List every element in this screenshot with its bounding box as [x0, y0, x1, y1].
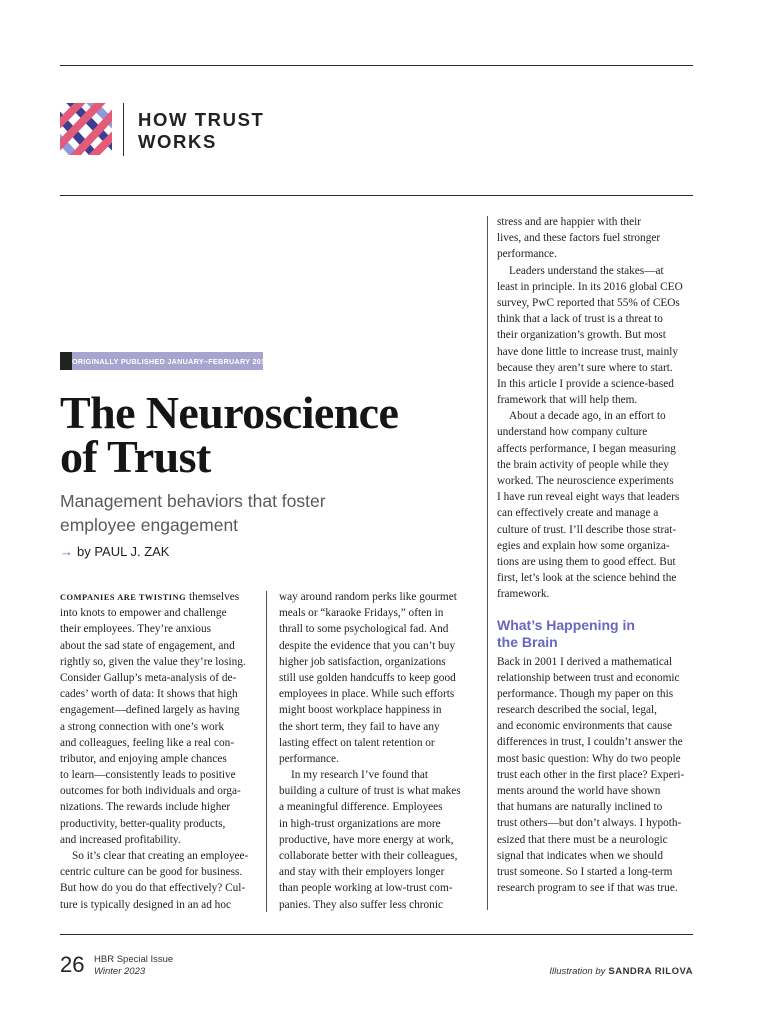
- series-title: [138, 109, 264, 153]
- article-title: [60, 387, 399, 482]
- section-subhead-line: the Brain: [497, 633, 558, 650]
- column-divider: [487, 216, 488, 910]
- section-subhead: [497, 617, 695, 651]
- body-column-3-intro: [497, 214, 695, 603]
- body-text-line: in high-trust organizations are more: [279, 817, 441, 830]
- body-text-line: still use golden handcuffs to keep good: [279, 671, 456, 684]
- byline: [60, 544, 169, 559]
- body-text-line: trust someone. So I started a long-term: [497, 865, 673, 878]
- body-text-line: first, let’s look at the science behind the: [497, 572, 677, 585]
- body-text-line: differences in trust, I couldn’t answer the: [497, 736, 683, 749]
- body-text-line: thrall to some psychological fad. And: [279, 623, 449, 636]
- body-text-line: think that a lack of trust is a threat to: [497, 313, 663, 326]
- publication-info: [94, 954, 173, 978]
- body-text-line: outcomes for both individuals and orga-: [60, 785, 241, 798]
- body-text-line: esized that there must be a neurologic: [497, 833, 668, 846]
- body-text-line: to learn—consistently leads to positive: [60, 769, 236, 782]
- body-text-line: can effectively create and manage a: [497, 507, 659, 520]
- body-text-line: trust each other in the first place? Experi-: [497, 768, 685, 781]
- body-text-line: because they aren’t sure where to start.: [497, 361, 673, 374]
- body-text-line: least in principle. In its 2016 global CEO: [497, 280, 683, 293]
- page-number: 26: [60, 952, 85, 977]
- illustration-credit: [549, 966, 693, 977]
- body-text-line: most basic question: Why do two people: [497, 752, 681, 765]
- body-text-line: ments around the world have shown: [497, 785, 661, 797]
- top-rule: [60, 65, 693, 66]
- publication-name: HBR Special Issue: [94, 954, 174, 965]
- body-text-line: despite the evidence that you can’t buy: [279, 639, 456, 652]
- body-column-3: [497, 214, 695, 896]
- body-text-line: panies. They also suffer less chronic: [279, 898, 443, 911]
- body-text-line: rightly so, given the value they’re losing.: [60, 655, 246, 668]
- body-text-line: So it’s clear that creating an employee-: [72, 850, 249, 862]
- illustration-credit-prefix: Illustration by: [549, 966, 606, 977]
- body-text-line: research program to see if that was true.: [497, 882, 678, 895]
- body-text-line: higher job satisfaction, organizations: [279, 655, 446, 668]
- series-title-line: WORKS: [138, 131, 217, 152]
- arrow-right-icon: →: [60, 544, 73, 559]
- body-column-1: [60, 589, 260, 913]
- body-text-line: performance.: [497, 248, 557, 261]
- body-text-line: stress and are happier with their: [497, 216, 641, 228]
- publication-date-bar: [60, 352, 270, 370]
- body-text-line: In this article I provide a science-based: [497, 377, 674, 390]
- body-text-line: engagement—defined largely as having: [60, 704, 240, 717]
- body-text-line: a strong connection with one’s work: [60, 720, 225, 733]
- byline-text: by PAUL J. ZAK: [77, 544, 170, 559]
- publication-date-tab: [60, 352, 72, 370]
- body-text-line: understand how company culture: [497, 426, 648, 439]
- publication-date-text: ORIGINALLY PUBLISHED JANUARY–FEBRUARY 2017: [72, 356, 270, 366]
- body-text-line: Back in 2001 I derived a mathematical: [497, 655, 673, 668]
- body-text-line: relationship between trust and economic: [497, 671, 680, 684]
- body-text-fragment: themselves: [188, 591, 240, 603]
- body-text-line: than people working at low-trust com-: [279, 882, 453, 895]
- body-text-line: into knots to empower and challenge: [60, 607, 227, 620]
- woven-logo-icon: [60, 103, 112, 155]
- body-text-line: framework.: [497, 588, 550, 601]
- body-text-line: building a culture of trust is what makes: [279, 785, 461, 798]
- body-text-line: productive, have more energy at work,: [279, 833, 454, 846]
- body-text-line: [60, 589, 260, 605]
- body-text-line: performance. Though my paper on this: [497, 687, 674, 700]
- body-text-line: I have run reveal eight ways that leaders: [497, 491, 680, 504]
- body-text-line: tributor, and enjoying ample chances: [60, 752, 227, 765]
- body-text-line: worked. The neuroscience experiments: [497, 475, 674, 487]
- body-text-line: cades’ worth of data: It shows that high: [60, 688, 238, 701]
- body-text-line: lives, and these factors fuel stronger: [497, 232, 661, 245]
- header-rule: [60, 195, 693, 196]
- body-text-line: lasting effect on talent retention or: [279, 736, 435, 749]
- column-divider: [266, 591, 267, 912]
- body-text-line: way around random perks like gourmet: [279, 591, 457, 603]
- body-text-line: performance.: [279, 752, 339, 765]
- body-text-line: that humans are naturally inclined to: [497, 801, 663, 814]
- lead-in-text: COMPANIES ARE TWISTING: [60, 593, 187, 602]
- body-text-line: signal that indicates when we should: [497, 849, 663, 862]
- footer-rule: [60, 934, 693, 935]
- body-column-3-section: [497, 654, 695, 897]
- body-text-line: and stay with their employers longer: [279, 866, 445, 879]
- body-text-line: In my research I’ve found that: [291, 769, 429, 782]
- body-text-line: employees in place. While such efforts: [279, 688, 455, 701]
- body-column-2: [279, 589, 469, 913]
- article-title-line: The Neuroscience: [60, 387, 399, 438]
- body-text-line: Consider Gallup’s meta-analysis of de-: [60, 671, 237, 684]
- section-subhead-line: What’s Happening in: [497, 616, 635, 633]
- body-text-line: their employees. They’re anxious: [60, 623, 211, 636]
- body-text-line: framework that will help them.: [497, 394, 638, 407]
- body-text-line: Leaders understand the stakes—at: [509, 264, 664, 277]
- article-title-line: of Trust: [60, 431, 211, 482]
- body-text-line: have done little to increase trust, mainly: [497, 345, 679, 358]
- body-text-line: their organization’s growth. But most: [497, 329, 666, 342]
- publication-issue: Winter 2023: [94, 966, 146, 977]
- body-text-line: culture of trust. I’ll describe those strat-: [497, 523, 677, 536]
- body-text-line: and increased profitability.: [60, 833, 181, 846]
- body-text-line: and economic environments that cause: [497, 720, 673, 733]
- body-text-line: trust others—but don’t always. I hypoth-: [497, 817, 682, 830]
- logo-divider: [123, 103, 124, 156]
- body-text-line: a meaningful difference. Employees: [279, 801, 443, 814]
- body-text-line: tions are using them to good effect. But: [497, 555, 676, 568]
- body-text-line: the short term, they fail to have any: [279, 720, 440, 733]
- article-deck-line: Management behaviors that foster: [60, 491, 326, 511]
- illustrator-name: SANDRA RILOVA: [608, 966, 693, 977]
- body-text-line: centric culture can be good for business.: [60, 866, 243, 879]
- series-title-line: HOW TRUST: [138, 109, 265, 130]
- body-text-line: About a decade ago, in an effort to: [509, 410, 666, 423]
- body-text-line: collaborate better with their colleagues,: [279, 850, 458, 862]
- body-text-line: But how do you do that effectively? Cul-: [60, 882, 246, 895]
- body-text-line: about the sad state of engagement, and: [60, 639, 235, 652]
- body-text-line: and colleagues, feeling like a real con-: [60, 736, 235, 749]
- body-text-line: meals or “karaoke Fridays,” often in: [279, 607, 444, 620]
- body-text-line: nizations. The rewards include higher: [60, 801, 231, 814]
- body-text-line: the brain activity of people while they: [497, 458, 669, 471]
- article-deck: [60, 489, 326, 537]
- body-text-line: egies and explain how some organiza-: [497, 539, 670, 552]
- body-text-line: research described the social, legal,: [497, 704, 657, 717]
- body-text-line: ture is typically designed in an ad hoc: [60, 898, 231, 911]
- body-text-line: might boost workplace happiness in: [279, 704, 442, 717]
- body-text-line: productivity, better-quality products,: [60, 817, 226, 830]
- body-text-line: survey, PwC reported that 55% of CEOs: [497, 296, 680, 309]
- article-deck-line: employee engagement: [60, 515, 239, 535]
- body-text-line: affects performance, I began measuring: [497, 442, 676, 455]
